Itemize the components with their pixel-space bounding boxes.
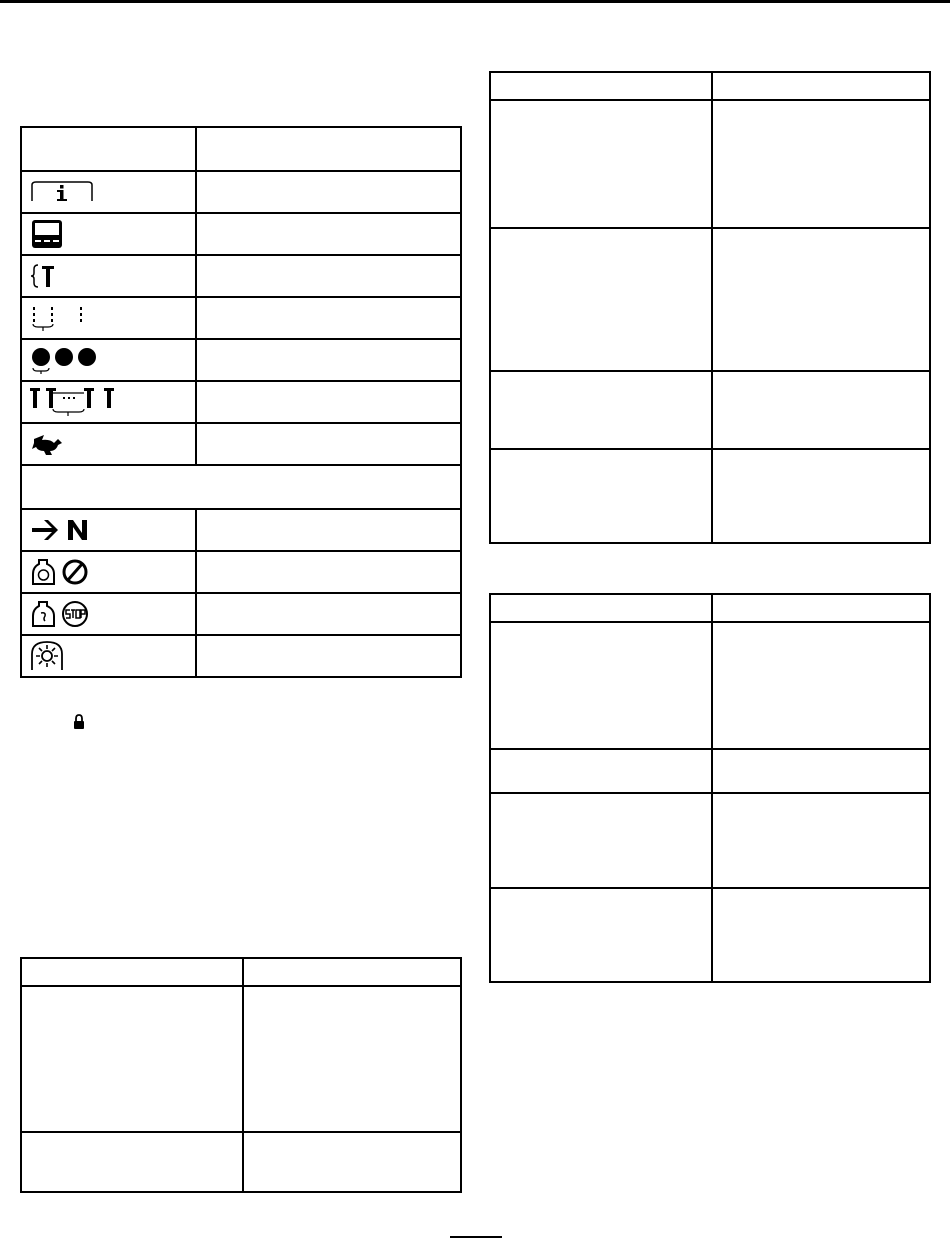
bottom-left-table (20, 957, 462, 1193)
dotted-spacing-icon (30, 304, 90, 332)
three-dots-icon (30, 345, 104, 375)
table-row (21, 1132, 461, 1192)
table-row (490, 749, 930, 793)
table-row (21, 339, 461, 381)
table-section-row (21, 465, 461, 509)
table-row (21, 255, 461, 297)
bottom-right-table (489, 593, 931, 983)
table-header-row (490, 594, 930, 622)
page-number-rule (450, 1236, 502, 1238)
table-row (21, 423, 461, 465)
top-rule (0, 0, 950, 3)
table-header-row (21, 958, 461, 986)
table-header-row (21, 127, 461, 171)
tine-spacing-icon (30, 385, 120, 419)
table-row (490, 622, 930, 749)
display-icon (30, 218, 64, 250)
rabbit-icon (30, 431, 64, 457)
table-row (490, 888, 930, 982)
top-right-table (489, 71, 931, 544)
table-row (21, 381, 461, 423)
table-row (21, 593, 461, 635)
table-row (490, 371, 930, 449)
table-row (21, 551, 461, 593)
table-row (21, 986, 461, 1132)
info-icon (30, 179, 94, 205)
table-header-row (490, 72, 930, 100)
icon-table (20, 126, 462, 678)
table-row (21, 297, 461, 339)
light-icon (30, 640, 64, 672)
table-row (21, 171, 461, 213)
bottle-no-icon (30, 557, 94, 587)
bottle-stop-icon (30, 599, 94, 629)
arrow-n-icon (30, 517, 94, 543)
table-row (490, 100, 930, 228)
table-row (490, 449, 930, 543)
table-row (490, 228, 930, 371)
table-row (21, 635, 461, 677)
lock-icon (73, 714, 85, 730)
table-row (21, 213, 461, 255)
bracket-tine-icon (30, 262, 60, 290)
table-row (490, 793, 930, 888)
table-row (21, 509, 461, 551)
